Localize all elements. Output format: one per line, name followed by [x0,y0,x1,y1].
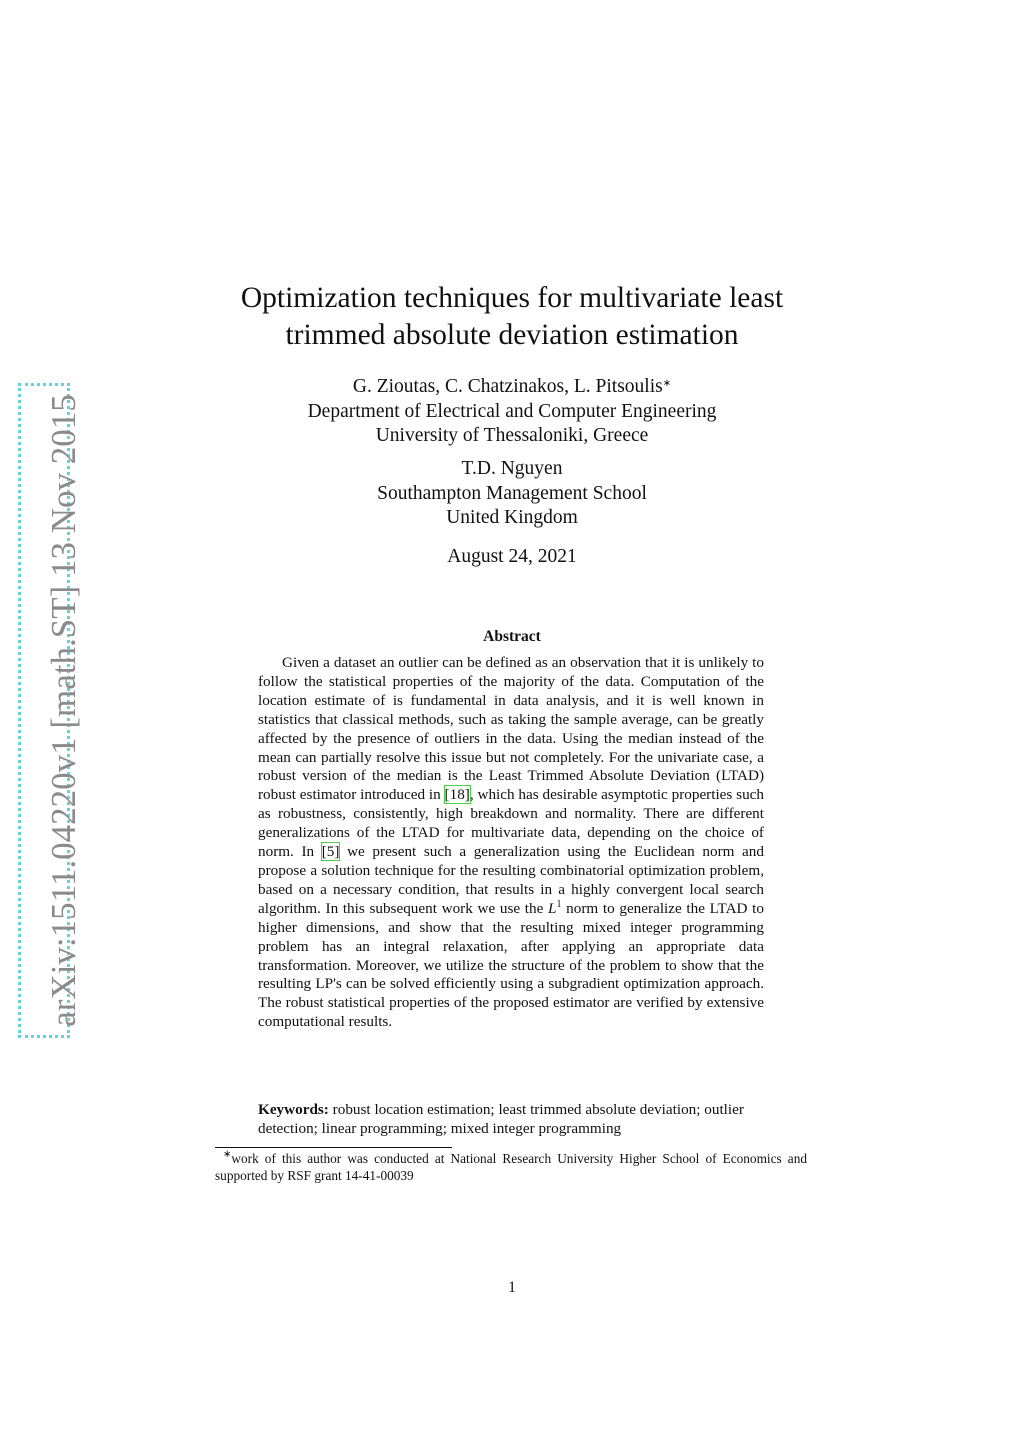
author-names: G. Zioutas, C. Chatzinakos, L. Pitsoulis∗ [352,376,672,397]
affiliation-department: Department of Electrical and Computer Engineering [307,400,717,422]
affiliation-school: Southampton Management School [377,482,647,504]
title-line-1: Optimization techniques for multivariate least [240,282,784,314]
norm-symbol: L [548,899,557,917]
title-line-2: trimmed absolute deviation estimation [285,319,739,351]
keywords-label: Keywords: [258,1101,329,1118]
footnote-rule [215,1147,452,1148]
abstract-heading: Abstract [483,628,541,645]
paper-date: August 24, 2021 [447,546,577,567]
affiliation-country: United Kingdom [446,507,578,528]
author-name: T.D. Nguyen [461,458,563,479]
citation-link-18[interactable]: [18] [444,786,470,804]
footnote-mark: ∗ [223,1149,232,1160]
norm-exponent: 1 [556,898,562,910]
footnote [215,1151,807,1184]
abstract-body: Given a dataset an outlier can be defined as an observation that it is unlikely to follow the statistical properties of the majority of the data. Computation of the location estimate of is fundamental in data analysis, and it is well known in statistics that classical methods, such as taking the sample average, can be greatly affected by the presence of outliers in the data. Using the median instead of the mean can partially resolve this issue but not completely. For the univariate case, a robust version of the median is the Least Trimmed Absolute Deviation (LTAD) robust estimator introduced in [18], which has desirable asymptotic properties such as robustness, consistently, high breakdown and normality. There are different generalizations of the LTAD for multivariate data, depending on the choice of norm. In [5] we present such a generalization using the Euclidean norm and propose a solution technique for the resulting combinatorial optimization problem, based on a necessary condition, that results in a highly convergent local search algorithm. In this subsequent work we use the $L^1$ norm to generalize the LTAD to higher dimensions, and show that the resulting mixed integer programming problem has an integral relaxation, after applying an appropriate data transformation. Moreover, we utilize the structure of the problem to show that the resulting LP's can be solved efficiently using a subgradient optimization approach. The robust statistical properties of the proposed estimator are verified by extensive computational results. [258,654,764,1031]
citation-link-5[interactable]: [5] [321,843,340,861]
author-footnote-mark[interactable]: ∗ [662,378,672,389]
paper-title [0,280,1024,354]
page-number: 1 [508,1279,516,1296]
arxiv-identifier[interactable]: arXiv:1511.04220v1 [math.ST] 13 Nov 2015 [44,394,83,1027]
keywords [258,1100,778,1138]
keywords-text: robust location estimation; least trimmed absolute deviation; outlier detection; linear programming; mixed integer programming [258,1101,744,1137]
footnote-text: work of this author was conducted at National Research University Higher School of Economics and supported by RSF grant 14-41-00039 [215,1151,807,1183]
author-block-1 [0,375,1024,449]
author-block-2 [0,457,1024,531]
affiliation-university: University of Thessaloniki, Greece [375,425,649,446]
